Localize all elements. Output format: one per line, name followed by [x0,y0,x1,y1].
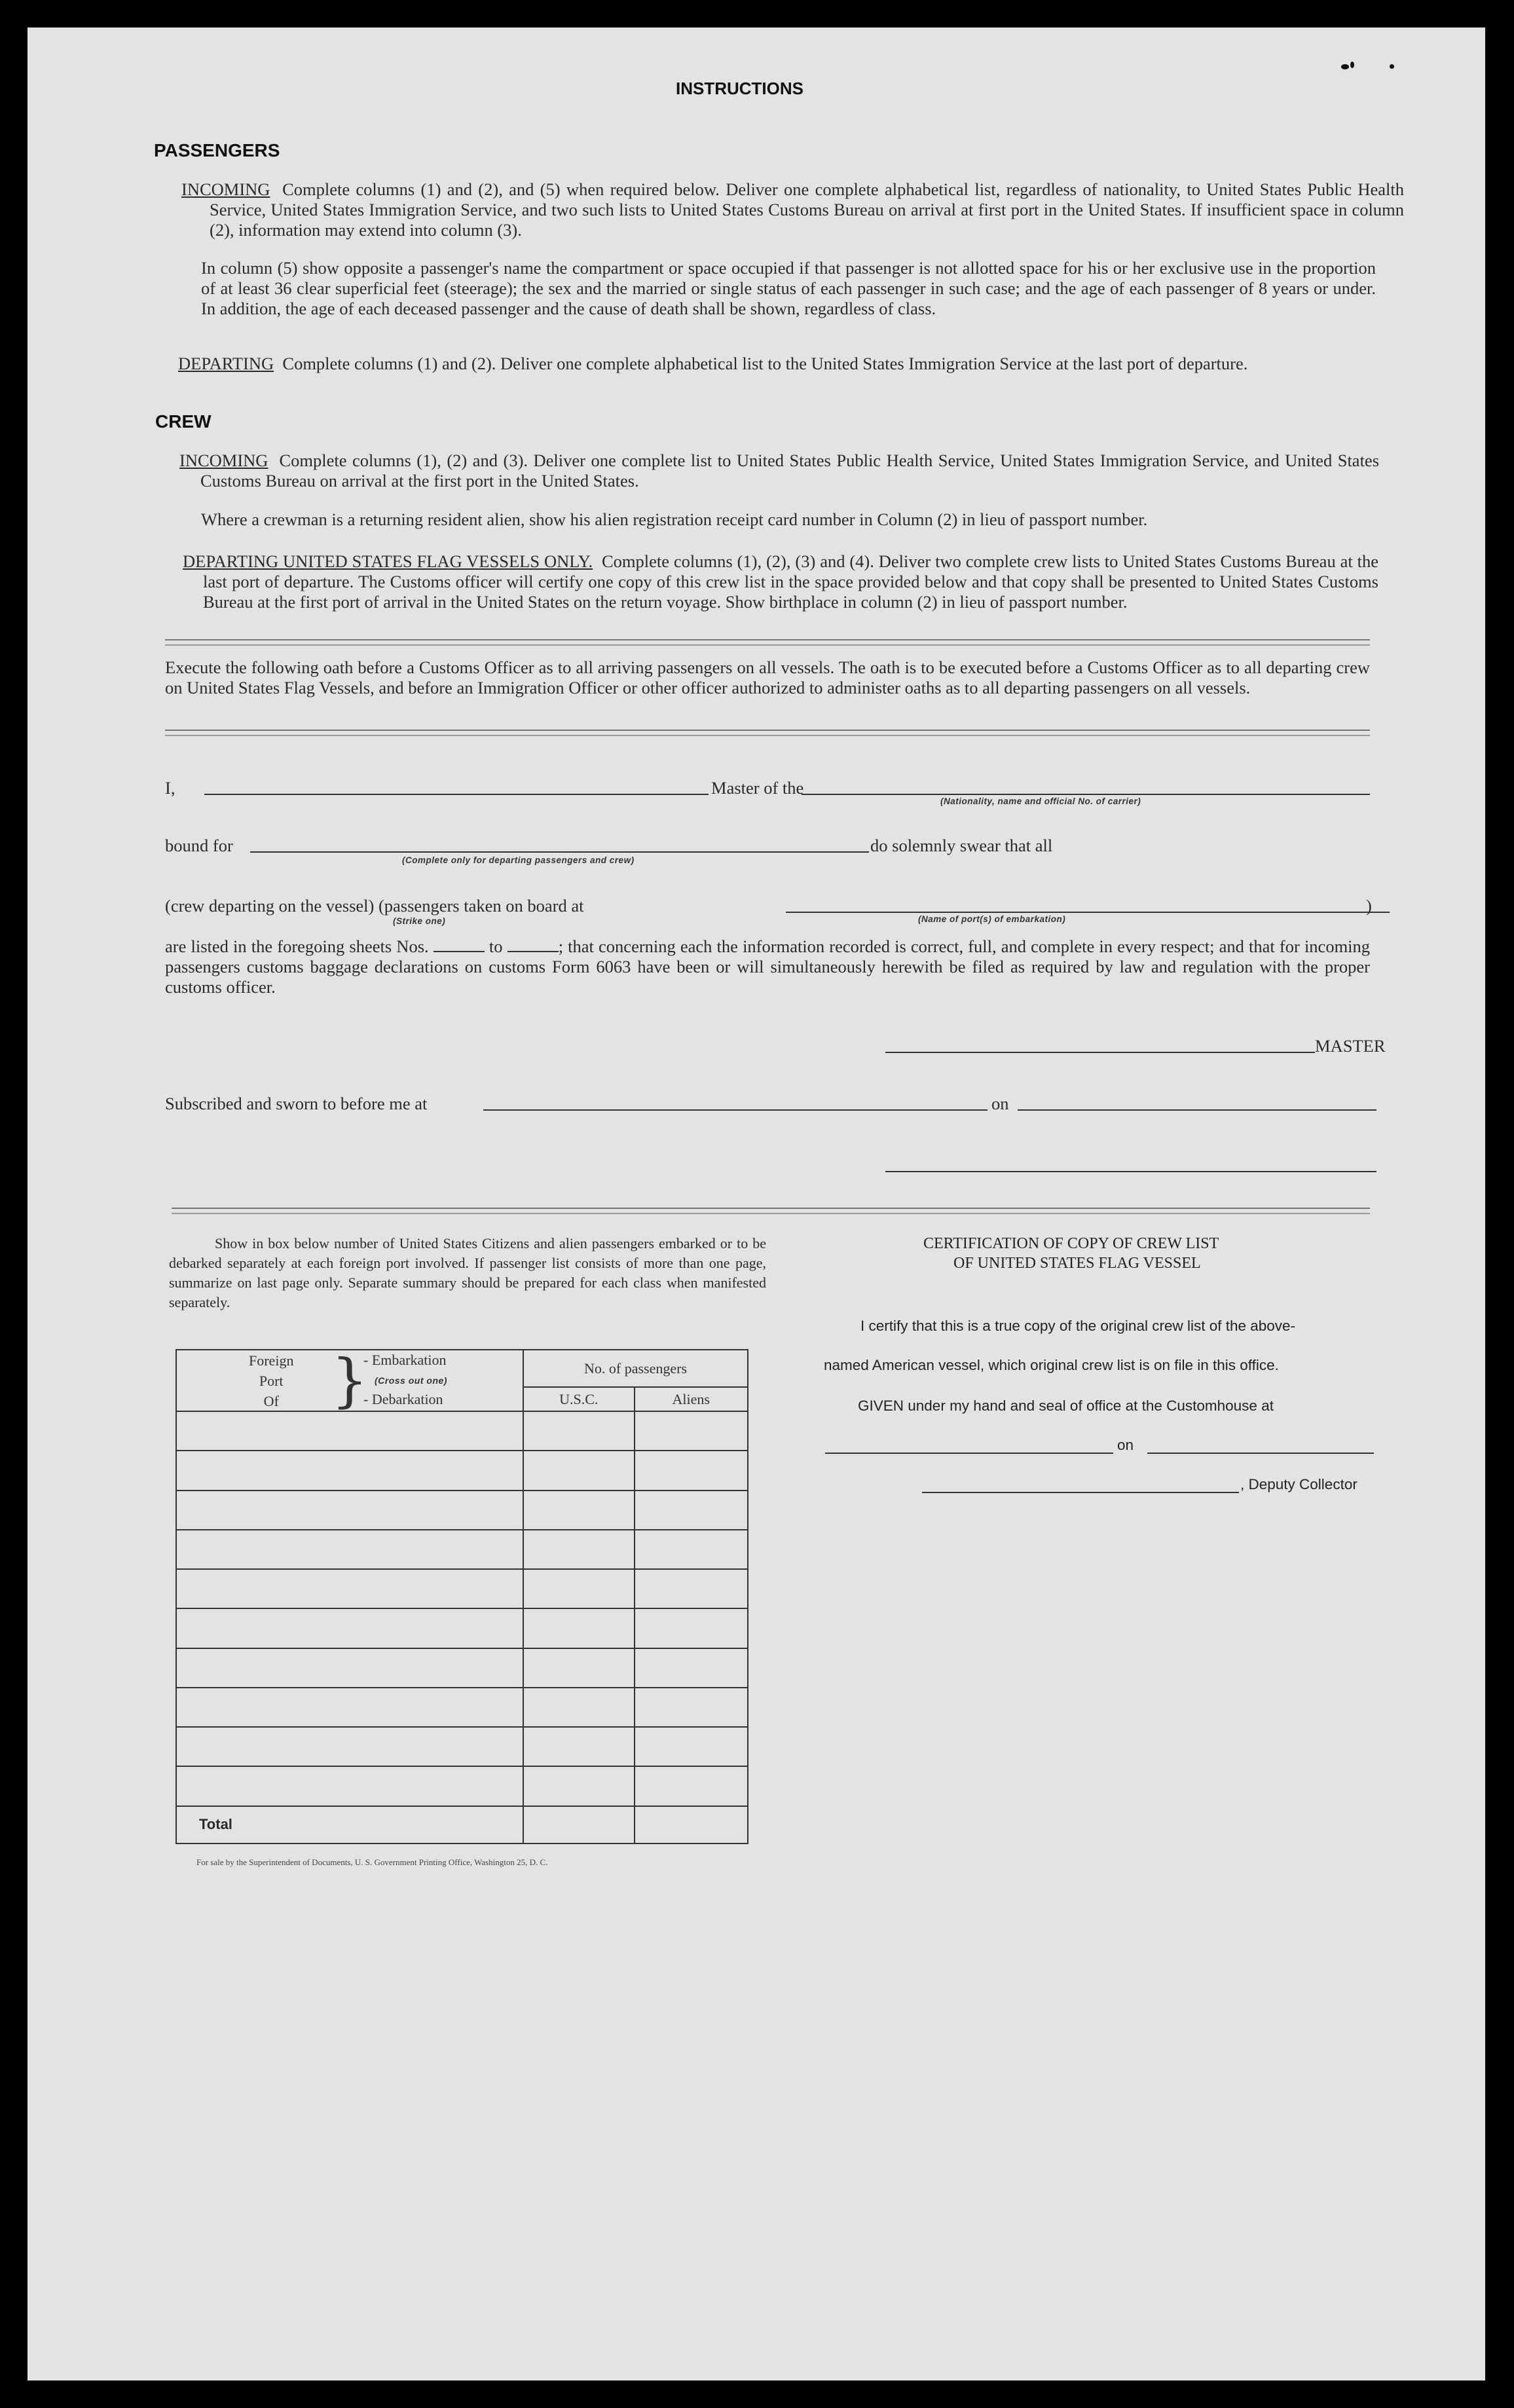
total-usc-cell[interactable] [523,1806,635,1843]
passengers-column5-paragraph: In column (5) show opposite a passenger's name the compartment or space occupied if that passenger is not allotted space for his or her exclusive use in the proportion of at least 36 clear superficial feet (steerage); the sex and the married or single status of each passenger in such case; and the age of each passenger of 8 years or under. In addition, the age of each deceased passenger and the cause of death shall be shown, regardless of class. [201,258,1376,318]
passengers-incoming-paragraph [181,179,1404,240]
port-cell[interactable] [176,1766,523,1806]
crew-incoming-paragraph [179,451,1379,491]
passengers-heading: PASSENGERS [154,140,280,160]
port-cell[interactable] [176,1569,523,1608]
port-header-stack [249,1350,293,1411]
certification-line-1: I certify that this is a true copy of the original crew list of the above- [860,1318,1296,1334]
certification-date-field[interactable] [1147,1453,1374,1454]
close-paren: ) [1366,896,1372,916]
listed-b: ; that concerning each the information recorded is correct, full, and complete in every respect; and that for incoming passengers customs baggage declarations on customs Form 6063 have been or will simultaneously herewith be filed as required by law and regulation with the proper customs officer. [165,936,1371,997]
table-row [176,1491,748,1530]
destination-field[interactable] [250,851,869,853]
sworn-place-field[interactable] [483,1109,988,1111]
usc-cell[interactable] [523,1491,635,1530]
crew-incoming-text: Complete columns (1), (2) and (3). Deliver one complete list to United States Public Health Service, United States Immigration Service, and United States Customs Bureau on arrival at the first port in the United States. [200,451,1380,491]
port-caption: (Name of port(s) of embarkation) [918,914,1066,924]
table-row [176,1766,748,1806]
table-row [176,1608,748,1648]
aliens-cell[interactable] [635,1491,748,1530]
oath-instruction: Execute the following oath before a Customs Officer as to all arriving passengers on all vessels. The oath is to be executed before a Customs Officer as to all departing crew on United States Flag Vessels, and before an Immigration Officer or other officer authorized to administer oaths as to all departing passengers on all vessels. [165,658,1370,697]
port-cell[interactable] [176,1648,523,1688]
port-header-of: Of [263,1393,279,1409]
complete-caption: (Complete only for departing passengers and crew) [402,855,635,865]
passengers-departing-label: DEPARTING [178,354,274,373]
listed-a: are listed in the foregoing sheets Nos. [165,936,429,956]
master-label: MASTER [1315,1036,1386,1056]
section-divider [165,639,1370,646]
scan-speck [1350,62,1354,68]
port-header-foreign: Foreign [249,1352,294,1369]
sworn-on-label: on [991,1094,1009,1113]
passengers-incoming-text: Complete columns (1) and (2), and (5) when required below. Deliver one complete alphabetical list, regardless of nationality, to United States Public Health Service, United States Immigration Service, and two such lists to United States Customs Bureau on arrival at first port in the United States. If insufficient space in column (2), information may extend into column (3). [210,179,1404,240]
listed-paragraph [165,936,1370,997]
certification-on-label: on [1117,1437,1134,1453]
passenger-summary-table [175,1346,748,1844]
debarkation-label: - Debarkation [363,1391,443,1407]
embarkation-port-field[interactable] [786,912,1390,913]
crew-heading: CREW [155,411,212,432]
oath-i-label: I, [165,778,175,798]
table-row [176,1530,748,1569]
page-title: INSTRUCTIONS [676,79,803,98]
form-page [28,28,1485,2380]
sheet-from-field[interactable] [434,938,485,952]
listed-to: to [489,936,503,956]
bound-for-label: bound for [165,836,233,855]
total-label-cell [176,1806,523,1843]
table-row [176,1569,748,1608]
crew-departing-text: Complete columns (1), (2), (3) and (4). Deliver two complete crew lists to United States Customs Bureau at the last port of departure. The Customs officer will certify one copy of this crew list in the space provided below and that copy shall be presented to United States Customs Bureau at the first port of arrival in the United States on the return voyage. Show birthplace in column (2) in lieu of passport number. [203,551,1378,612]
port-cell[interactable] [176,1491,523,1530]
crew-resident-paragraph: Where a crewman is a returning resident alien, show his alien registration receipt card number in Column (2) in lieu of passport number. [201,509,1148,529]
usc-cell[interactable] [523,1530,635,1569]
subscribed-label: Subscribed and sworn to before me at [165,1094,428,1113]
usc-cell[interactable] [523,1688,635,1727]
port-cell[interactable] [176,1530,523,1569]
nationality-caption: (Nationality, name and official No. of carrier) [940,796,1141,806]
total-row [176,1806,748,1843]
table-row [176,1648,748,1688]
crew-incoming-label: INCOMING [179,451,268,470]
passengers-departing-text: Complete columns (1) and (2). Deliver one complete alphabetical list to the United States Immigration Service at the last port of departure. [282,354,1248,373]
aliens-cell[interactable] [635,1766,748,1806]
sheet-to-field[interactable] [508,938,559,952]
master-signature-field[interactable] [885,1052,1315,1053]
aliens-cell[interactable] [635,1648,748,1688]
deputy-collector-label: , Deputy Collector [1240,1476,1357,1492]
no-of-passengers-header: No. of passengers [523,1350,748,1387]
cross-out-caption: (Cross out one) [375,1375,447,1386]
certification-title-2: OF UNITED STATES FLAG VESSEL [953,1255,1201,1272]
port-header-cell [176,1346,523,1414]
section-divider [172,1208,1370,1214]
sworn-date-field[interactable] [1018,1109,1376,1111]
usc-cell[interactable] [523,1411,635,1451]
usc-cell[interactable] [523,1648,635,1688]
usc-cell[interactable] [523,1608,635,1648]
port-header-port: Port [259,1373,284,1389]
usc-cell[interactable] [523,1569,635,1608]
master-of-the-label: Master of the [711,778,804,798]
footer-text: For sale by the Superintendent of Documents, U. S. Government Printing Office, Washington 25, D. C. [196,1857,548,1867]
port-cell[interactable] [176,1608,523,1648]
embarkation-label: - Embarkation [363,1352,447,1368]
aliens-cell[interactable] [635,1451,748,1490]
aliens-cell[interactable] [635,1727,748,1766]
port-cell[interactable] [176,1451,523,1490]
port-cell[interactable] [176,1411,523,1451]
table-row [176,1727,748,1766]
usc-cell[interactable] [523,1727,635,1766]
crew-departing-paragraph [183,551,1378,612]
usc-cell[interactable] [523,1451,635,1490]
crew-departing-label: DEPARTING UNITED STATES FLAG VESSELS ONLY. [183,551,593,571]
crew-departing-label-oath: (crew departing on the vessel) (passengers taken on board at [165,896,584,916]
port-cell[interactable] [176,1688,523,1727]
table-row [176,1451,748,1490]
total-label: Total [199,1816,232,1833]
table-row [176,1411,748,1451]
certification-line-3: GIVEN under my hand and seal of office at the Customhouse at [858,1398,1274,1414]
passengers-incoming-label: INCOMING [181,179,270,199]
table-row [176,1688,748,1727]
customhouse-field[interactable] [825,1453,1113,1454]
officer-signature-field[interactable] [885,1171,1376,1172]
section-divider [165,730,1370,736]
passengers-departing-paragraph [178,354,1395,374]
aliens-cell[interactable] [635,1530,748,1569]
swear-label: do solemnly swear that all [870,836,1053,855]
certification-line-2: named American vessel, which original crew list is on file in this office. [824,1357,1279,1373]
summary-instruction: Show in box below number of United States Citizens and alien passengers embarked or to be debarked separately at each foreign port involved. If passenger list consists of more than one page, summarize on last page only. Separate summary should be prepared for each class when manifested separately. [169,1235,766,1310]
master-name-field[interactable] [204,794,709,795]
aliens-cell[interactable] [635,1411,748,1451]
aliens-cell[interactable] [635,1569,748,1608]
scan-speck [1390,64,1394,69]
deputy-signature-field[interactable] [922,1492,1239,1493]
scan-speck [1341,64,1349,69]
strike-caption: (Strike one) [393,916,446,926]
aliens-cell[interactable] [635,1688,748,1727]
aliens-header: Aliens [635,1387,748,1411]
port-cell[interactable] [176,1727,523,1766]
certification-title-1: CERTIFICATION OF COPY OF CREW LIST [923,1235,1219,1252]
carrier-field[interactable] [802,794,1370,795]
total-aliens-cell[interactable] [635,1806,748,1843]
usc-header: U.S.C. [523,1387,635,1411]
usc-cell[interactable] [523,1766,635,1806]
brace-icon: } [331,1346,368,1414]
aliens-cell[interactable] [635,1608,748,1648]
